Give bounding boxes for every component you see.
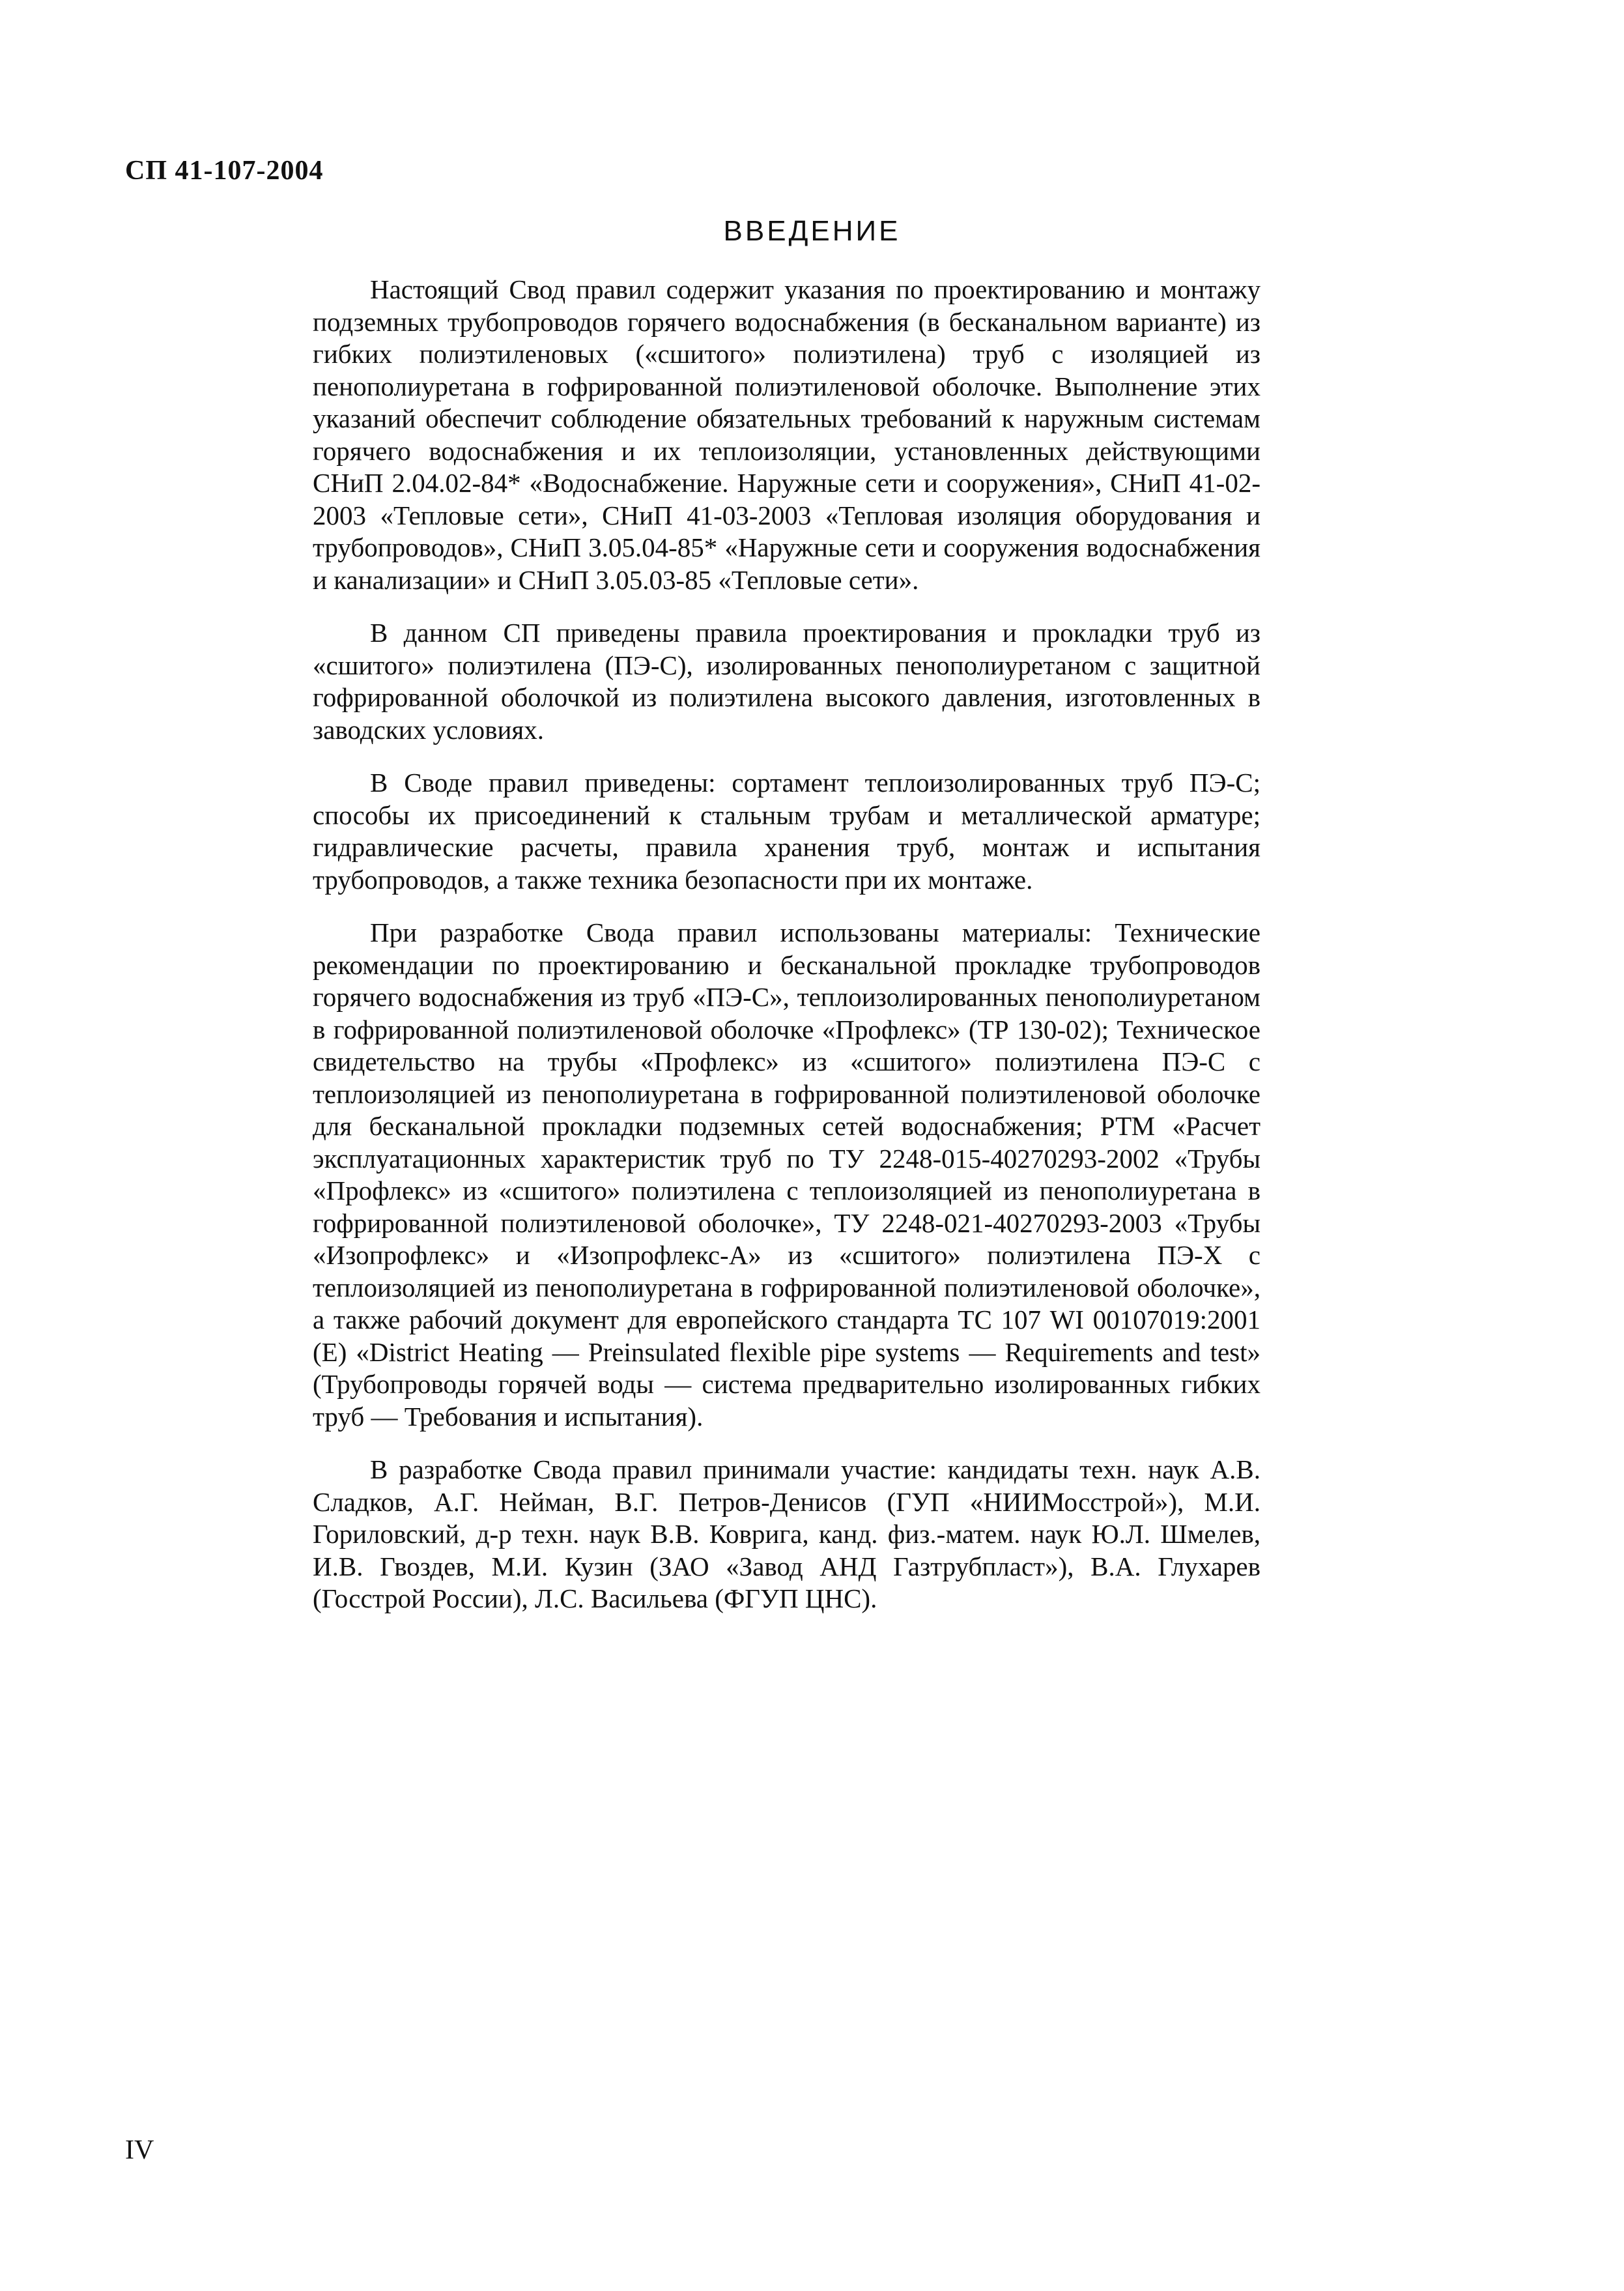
paragraph-scope: Настоящий Свод правил содержит указания по проектированию и монтажу подземных трубопроводов горячего водоснабжения (в бесканальном варианте) из гибких полиэтиленовых («сшитого» полиэтилена) труб с изоляцией из пенополиуретана в гофрированной полиэтиленовой оболочке. Выполнение этих указаний обеспечит соблюдение обязательных требований к наружным системам горячего водоснабжения и их теплоизоляции, установленных действующими СНиП 2.04.02-84* «Водоснабжение. Наружные сети и сооружения», СНиП 41-02-2003 «Тепловые сети», СНиП 41-03-2003 «Тепловая изоляция оборудования и трубопроводов», СНиП 3.05.04-85* «Наружные сети и сооружения водоснабжения и канализации» и СНиП 3.05.03-85 «Тепловые сети».: [313, 274, 1261, 595]
paragraph-contents: В Своде правил приведены: сортамент теплоизолированных труб ПЭ-С; способы их присоединений к стальным трубам и металлической арматуре; гидравлические расчеты, правила хранения труб, монтаж и испытания трубопроводов, а также техника безопасности при их монтаже.: [313, 768, 1261, 895]
paragraph-authors: В разработке Свода правил принимали участие: кандидаты техн. наук А.В. Сладков, А.Г. Нейман, В.Г. Петров-Денисов (ГУП «НИИМосстрой»), М.И. Гориловский, д-р техн. наук В.В. Коврига, канд. физ.-матем. наук Ю.Л. Шмелев, И.В. Гвоздев, М.И. Кузин (ЗАО «Завод АНД Газтрубпласт»), В.А. Глухарев (Госстрой России), Л.С. Васильева (ФГУП ЦНС).: [313, 1454, 1261, 1613]
paragraph-rules: В данном СП приведены правила проектирования и прокладки труб из «сшитого» полиэтилена (ПЭ-С), изолированных пенополиуретаном с защитной гофрированной оболочкой из полиэтилена высокого давления, изготовленных в заводских условиях.: [313, 618, 1261, 745]
page-number: IV: [125, 2135, 154, 2165]
paragraph-sources: При разработке Свода правил использованы материалы: Технические рекомендации по проектированию и бесканальной прокладке трубопроводов горячего водоснабжения из труб «ПЭ-С», теплоизолированных пенополиуретаном в гофрированной полиэтиленовой оболочке «Профлекс» (ТР 130-02); Техническое свидетельство на трубы «Профлекс» из «сшитого» полиэтилена ПЭ-С с теплоизоляцией из пенополиуретана в гофрированной полиэтиленовой оболочке для бесканальной прокладки подземных сетей водоснабжения; РТМ «Расчет эксплуатационных характеристик труб по ТУ 2248-015-40270293-2002 «Трубы «Профлекс» из «сшитого» полиэтилена с теплоизоляцией из пенополиуретана в гофрированной полиэтиленовой оболочке», ТУ 2248-021-40270293-2003 «Трубы «Изопрофлекс» и «Изопрофлекс-А» из «сшитого» полиэтилена ПЭ-Х с теплоизоляцией из пенополиуретана в гофрированной полиэтиленовой оболочке», а также рабочий документ для европейского стандарта ТС 107 WI 00107019:2001 (Е) «District Heating — Preinsulated flexible pipe systems — Requirements and test» (Трубопроводы горячей воды — система предварительно изолированных гибких труб — Требования и испытания).: [313, 917, 1261, 1432]
document-code-header: СП 41-107-2004: [125, 156, 324, 186]
section-title: ВВЕДЕНИЕ: [723, 215, 901, 247]
section-body: [313, 274, 1261, 1636]
